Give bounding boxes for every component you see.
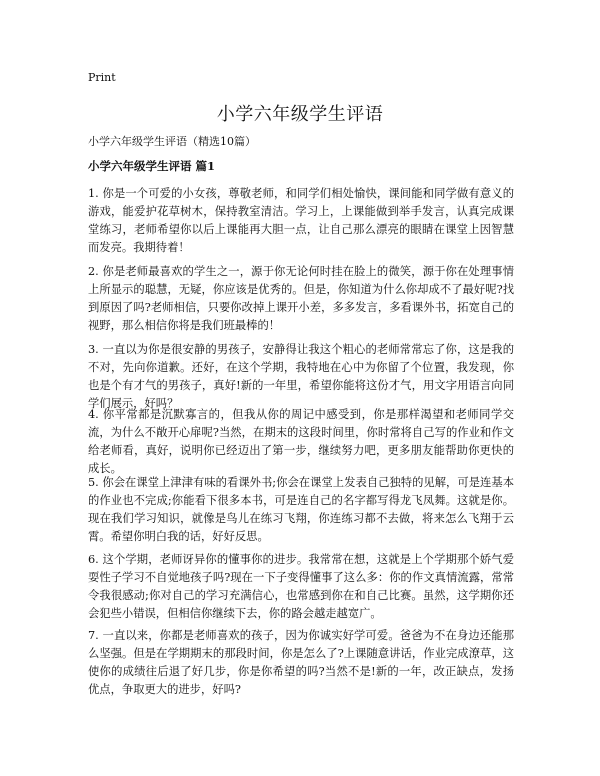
comment-paragraph-1: 1. 你是一个可爱的小女孩，尊敬老师，和同学们相处愉快，课间能和同学做有意义的游戏，能爱护花草树木，保持教室清洁。学习上，上课能做到举手发言，认真完成课堂练习，老师希望你以后上课能再大胆一点，让自己那么漂亮的眼睛在课堂上因智慧而发亮。我期待着！ [88,187,514,254]
page-title: 小学六年级学生评语 [216,104,384,125]
print-link[interactable]: Print [88,71,116,84]
comment-paragraph-6: 6. 这个学期，老师讶异你的懂事你的进步。我常常在想，这就是上个学期那个娇气爱耍性子学习不自觉地孩子吗?现在一下子变得懂事了这么多：你的作文真情流露，常常令我很感动;你对自己的学习充满信心，也常感到你在和自己比赛。虽然，这学期你还会犯些小错误，但相信你继续下去，你的路会越走越宽广。 [88,553,514,620]
comment-paragraph-5: 5. 你会在课堂上津津有味的看课外书;你会在课堂上发表自己独特的见解，可是连基本的作业也不完成;你能看下很多本书，可是连自己的名字都写得龙飞凤舞。这就是你。现在我们学习知识，就像是鸟儿在练习飞翔，你连练习都不去做，将来怎么飞翔于云霄。希望你明白我的话，好好反思。 [88,476,514,543]
comment-paragraph-7: 7. 一直以来，你都是老师喜欢的孩子，因为你诚实好学可爱。爸爸为不在身边还能那么坚强。但是在学期期末的那段时间，你是怎么了?上课随意讲话，作业完成潦草，这使你的成绩往后退了好几步，你是你希望的吗?当然不是!新的一年，改正缺点，发扬优点，争取更大的进步，好吗? [88,629,514,696]
comment-paragraph-3: 3. 一直以为你是很安静的男孩子，安静得让我这个粗心的老师常常忘了你，这是我的不对，先向你道歉。还好，在这个学期，我特地在心中为你留了个位置，我发现，你也是个有才气的男孩子，真好!新的一年里，希望你能将这份才气，用文字用语言向同学们展示，好吗？ [88,343,514,410]
section-heading: 小学六年级学生评语 篇1 [88,159,216,173]
comment-paragraph-4: 4. 你平常都是沉默寡言的，但我从你的周记中感受到，你是那样渴望和老师同学交流，为什么不敞开心扉呢?当然，在期末的这段时间里，你时常将自己写的作业和作文给老师看，真好，说明你已经迈出了第一步，继续努力吧，更多朋友能帮助你更快的成长。 [88,408,514,475]
document-subtitle: 小学六年级学生评语（精选10篇） [88,135,256,148]
comment-paragraph-2: 2. 你是老师最喜欢的学生之一，源于你无论何时挂在脸上的微笑，源于你在处理事情上所显示的聪慧，无疑，你应该是优秀的。但是，你知道为什么你却成不了最好呢?找到原因了吗?老师相信，只要你改掉上课开小差，多多发言，多看课外书，拓宽自己的视野，那么相信你将是我们班最棒的！ [88,265,514,332]
